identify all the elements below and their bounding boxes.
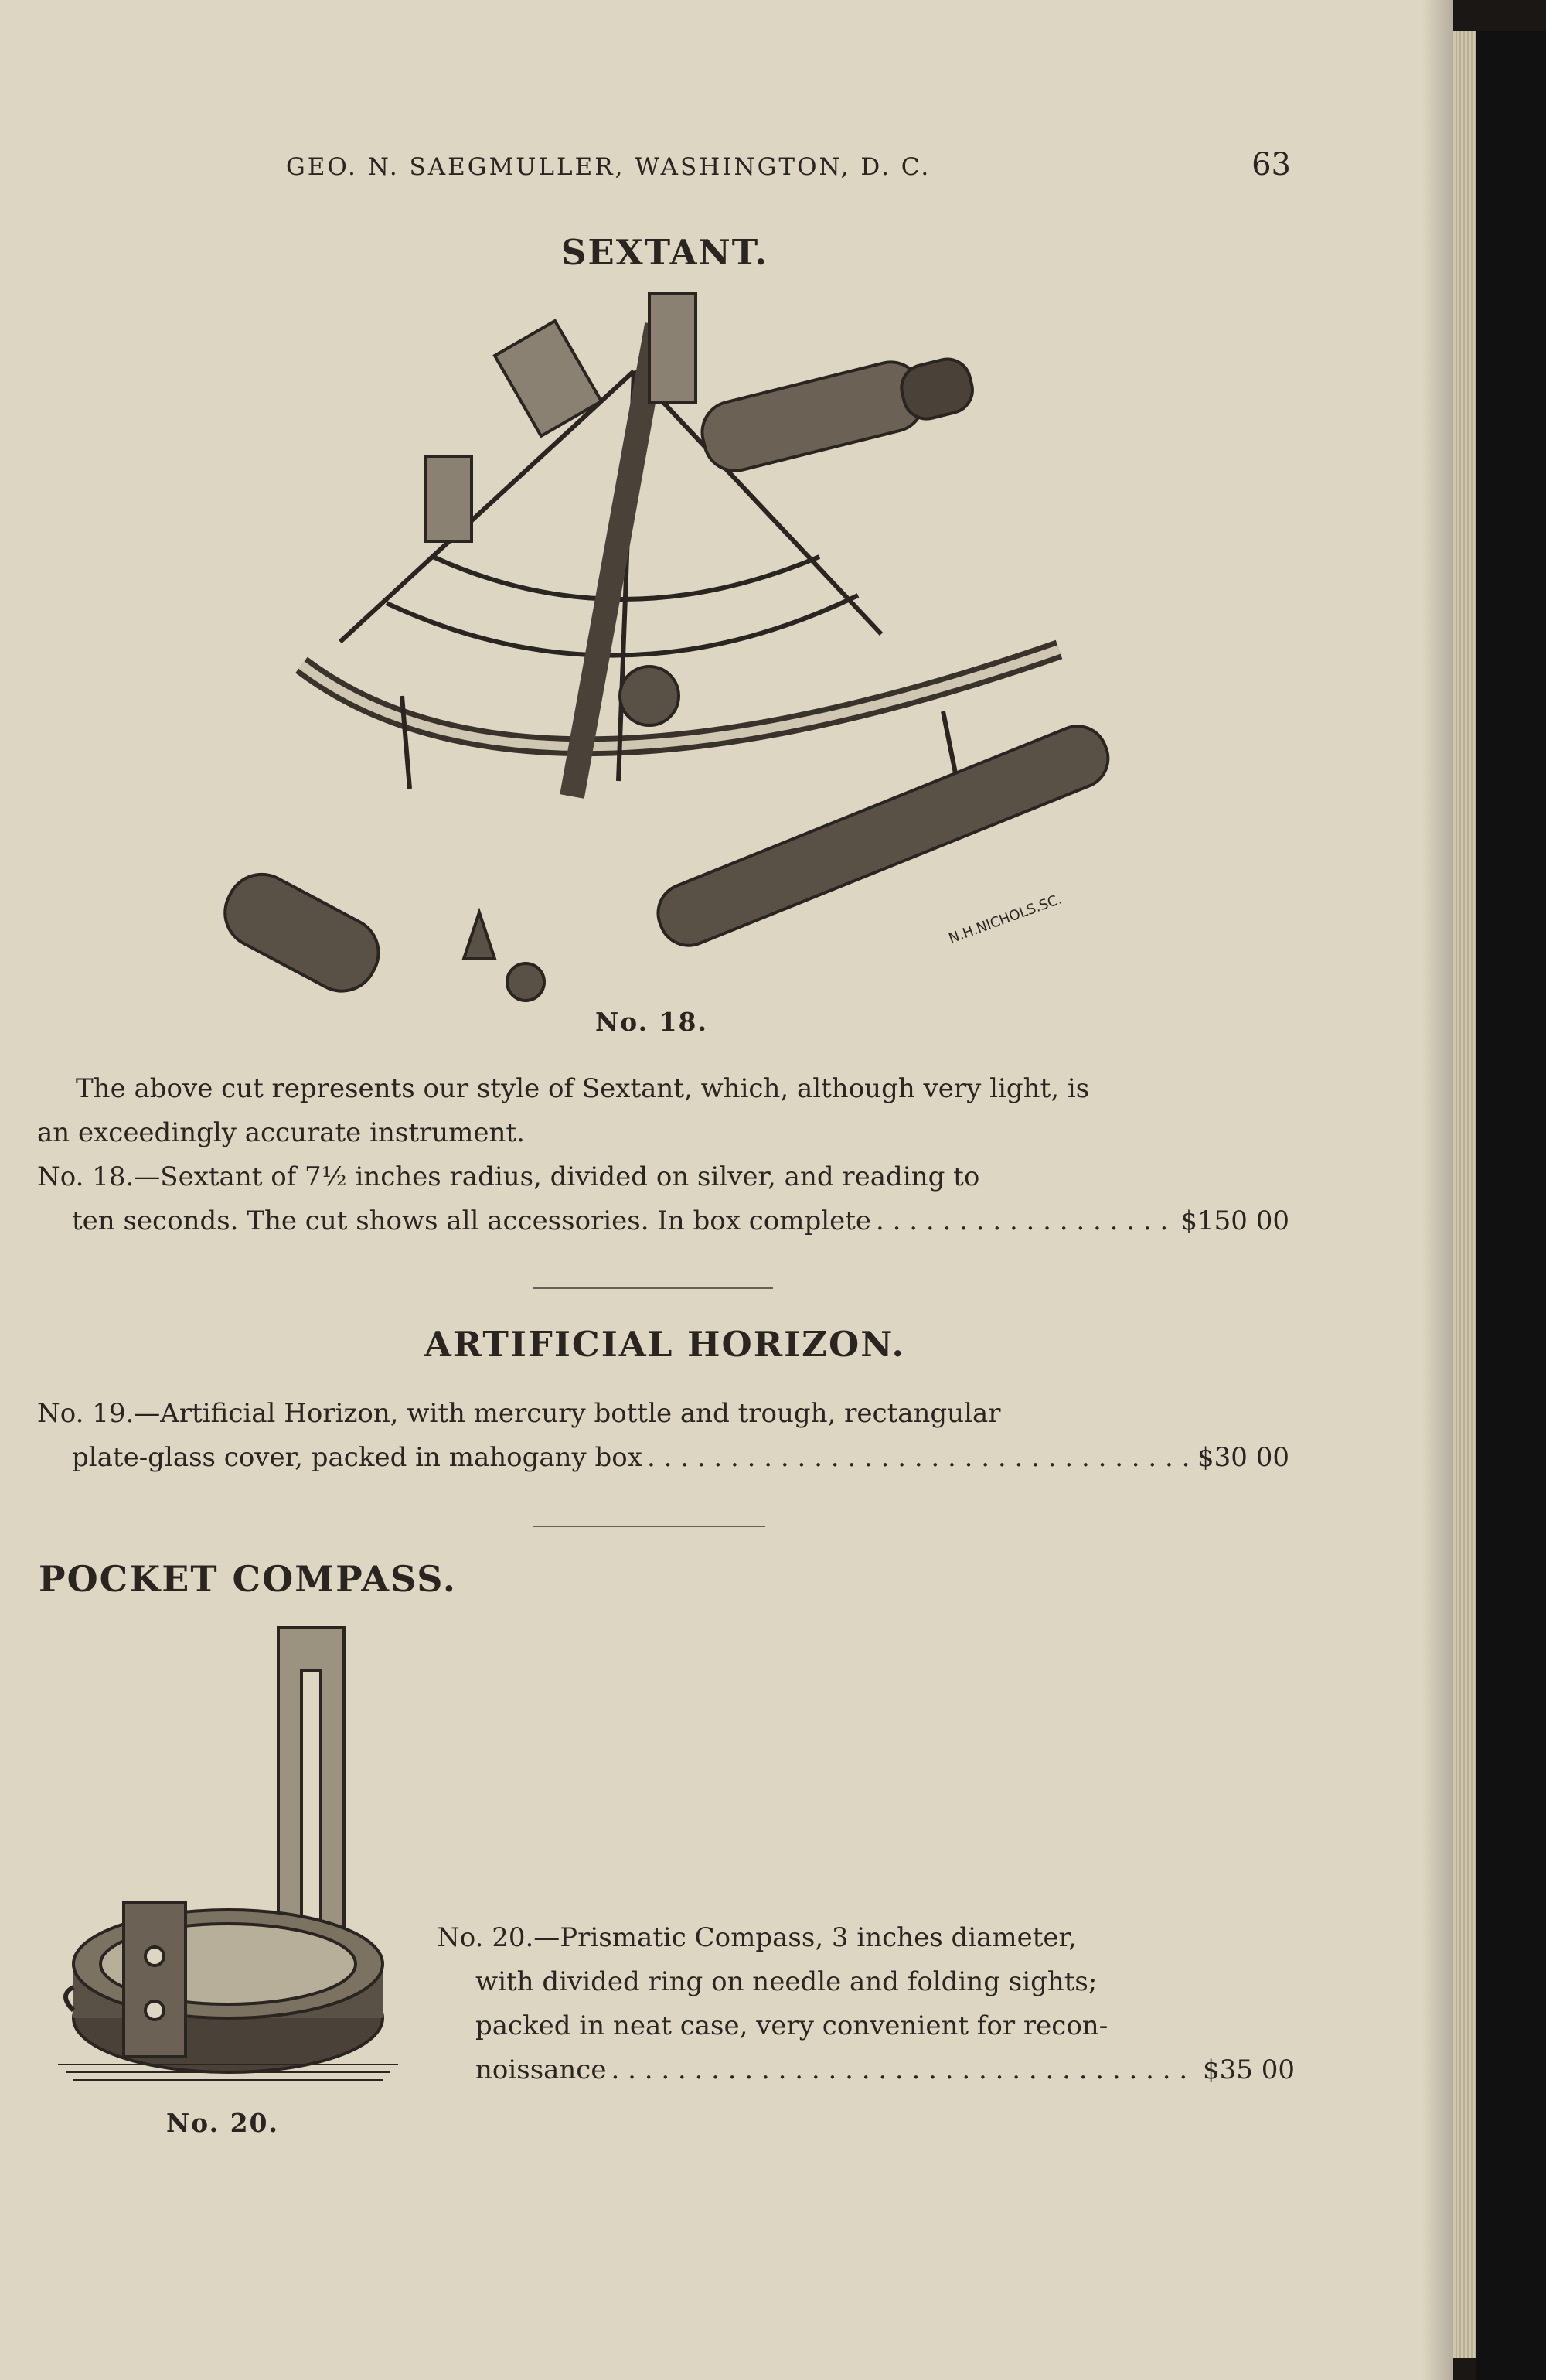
sextant-intro-line1: The above cut represents our style of Sextant, which, although very light, is [76, 1073, 1090, 1104]
sextant-intro-line2: an exceedingly accurate instrument. [37, 1117, 525, 1148]
compass-price: $35 00 [1203, 2054, 1295, 2085]
running-header [286, 147, 1291, 182]
horizon-item-line2 [37, 1436, 1289, 1480]
horizon-price: $30 00 [1197, 1442, 1289, 1473]
page-edges [1453, 31, 1476, 2358]
section-divider [533, 1287, 773, 1289]
sextant-illustration [201, 278, 1144, 1005]
sextant-description [37, 1067, 1289, 1243]
sextant-item-line2-text: ten seconds. The cut shows all accessories. In box complete [72, 1205, 872, 1236]
dot-leader [647, 1436, 1193, 1480]
dot-leader [876, 1199, 1176, 1243]
compass-illustration [58, 1624, 414, 2103]
compass-title: POCKET COMPASS. [39, 1558, 457, 1600]
sextant-item-line2 [37, 1199, 1289, 1243]
dot-leader [611, 2048, 1198, 2092]
compass-item-line2: with divided ring on needle and folding sights; [475, 1966, 1098, 1997]
book-spine [1476, 31, 1546, 2380]
horizon-description [37, 1392, 1289, 1480]
compass-item-line4 [437, 2048, 1295, 2092]
page-gutter-shadow [1422, 0, 1453, 2380]
section-divider [533, 1526, 765, 1527]
horizon-item-line2-text: plate-glass cover, packed in mahogany box [72, 1442, 642, 1473]
compass-item-line1: No. 20.—Prismatic Compass, 3 inches diameter, [437, 1922, 1077, 1953]
running-title: GEO. N. SAEGMULLER, WASHINGTON, D. C. [286, 153, 931, 181]
compass-description [437, 1916, 1295, 2092]
sextant-price: $150 00 [1180, 1205, 1289, 1236]
sextant-figure-caption: No. 18. [595, 1007, 708, 1037]
compass-figure-caption: No. 20. [166, 2108, 279, 2138]
engraver-mark: N.H.NICHOLS.SC. [946, 891, 1064, 947]
sextant-title: SEXTANT. [560, 232, 769, 273]
horizon-title: ARTIFICIAL HORIZON. [424, 1324, 906, 1365]
horizon-item-line1: No. 19.—Artificial Horizon, with mercury bottle and trough, rectangular [37, 1398, 1001, 1429]
sextant-item-line1: No. 18.—Sextant of 7½ inches radius, divided on silver, and reading to [37, 1161, 980, 1192]
compass-item-line3: packed in neat case, very convenient for recon- [475, 2010, 1108, 2041]
page-number: 63 [1251, 147, 1291, 182]
compass-item-line4-text: noissance [475, 2054, 607, 2085]
